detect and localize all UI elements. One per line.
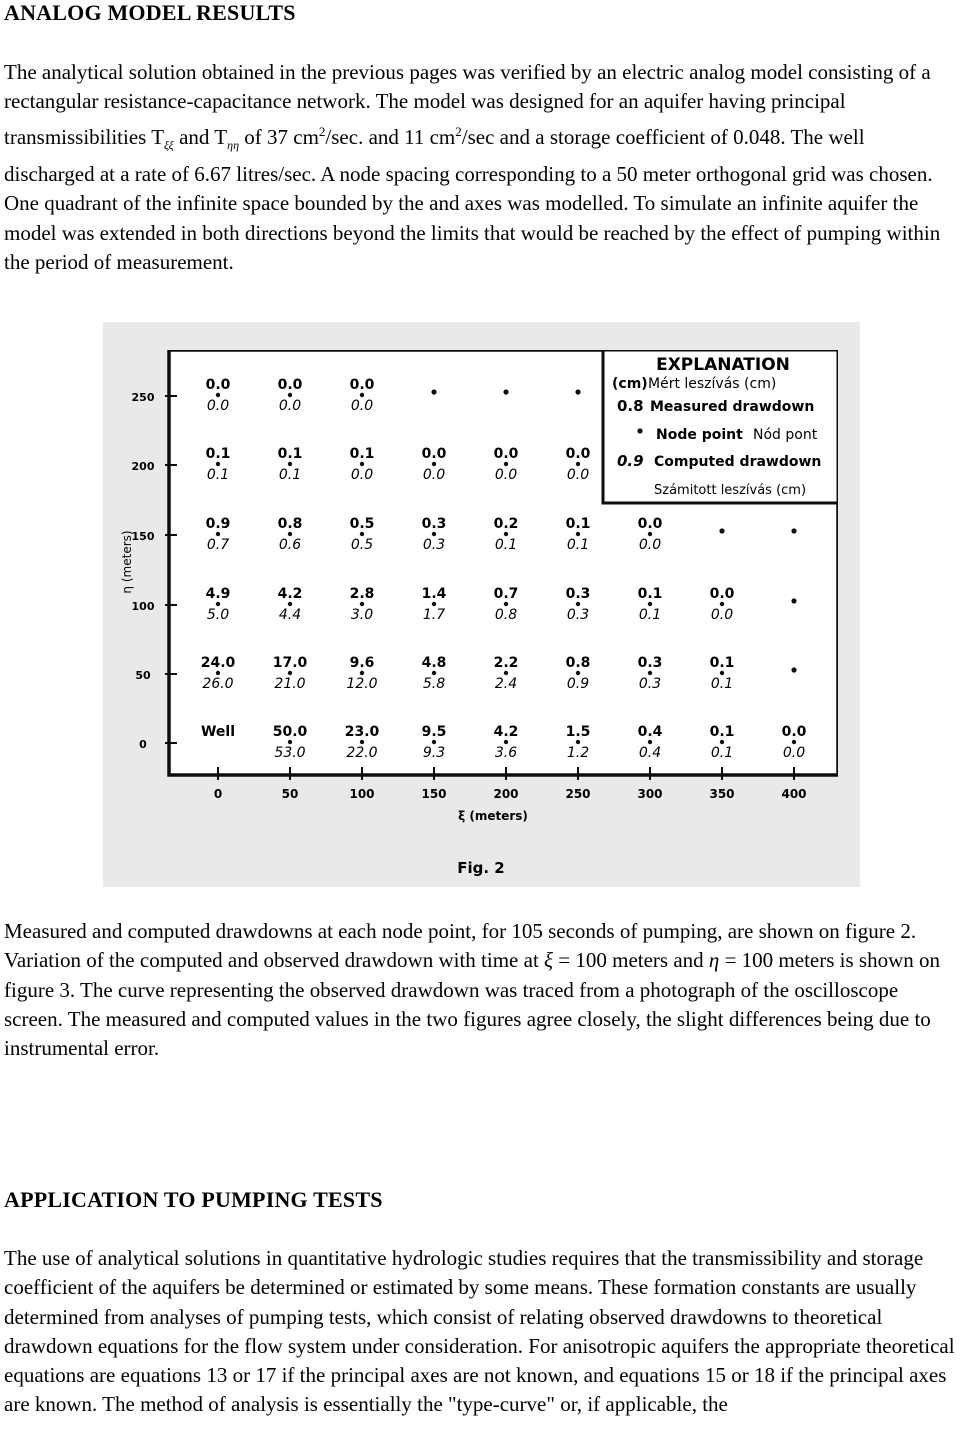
measured-drawdown-value: 0.0	[565, 446, 591, 462]
computed-drawdown-value: 0.1	[566, 537, 590, 553]
well-label: Well	[200, 724, 236, 740]
computed-drawdown-value: 9.3	[422, 745, 446, 761]
node-point-dot	[216, 462, 220, 466]
node-point-dot	[360, 740, 364, 744]
computed-drawdown-value: 1.7	[422, 607, 446, 623]
node-point-dot	[576, 532, 580, 536]
node-point-dot	[288, 532, 292, 536]
node-point-dot	[360, 532, 364, 536]
explanation-computed-label: Computed drawdown	[654, 454, 822, 470]
figure-caption: Fig. 2	[457, 859, 505, 877]
computed-drawdown-value: 5.0	[206, 607, 230, 623]
node-point-dot	[432, 462, 436, 466]
node-point-dot	[791, 667, 796, 672]
y-tick-label: 0	[139, 738, 147, 751]
node-point-dot	[288, 602, 292, 606]
computed-drawdown-value: 0.5	[350, 537, 374, 553]
x-tick-label: 250	[565, 787, 591, 801]
computed-drawdown-value: 0.9	[566, 676, 590, 692]
computed-drawdown-value: 0.0	[782, 745, 806, 761]
computed-drawdown-value: 0.8	[494, 607, 518, 623]
explanation-measured-value: 0.8	[617, 397, 644, 415]
computed-drawdown-value: 0.1	[206, 467, 230, 483]
node-point-dot	[719, 528, 724, 533]
node-point-dot	[216, 671, 220, 675]
x-axis-label: ξ (meters)	[458, 809, 528, 823]
measured-drawdown-value: 0.1	[709, 655, 735, 671]
measured-drawdown-value: 4.2	[493, 724, 519, 740]
measured-drawdown-value: 0.2	[493, 516, 519, 532]
computed-drawdown-value: 4.4	[278, 607, 302, 623]
explanation-unit: (cm)	[612, 376, 648, 392]
computed-drawdown-value: 21.0	[274, 676, 306, 692]
computed-drawdown-value: 5.8	[422, 676, 446, 692]
x-tick-label: 150	[421, 787, 447, 801]
computed-drawdown-value: 0.4	[638, 745, 662, 761]
node-point-dot	[504, 602, 508, 606]
x-tick-label: 50	[281, 787, 299, 801]
measured-drawdown-value: 0.8	[277, 516, 303, 532]
computed-drawdown-value: 22.0	[346, 745, 378, 761]
measured-drawdown-value: 4.8	[421, 655, 447, 671]
node-point-dot	[288, 393, 292, 397]
node-point-dot	[288, 462, 292, 466]
x-tick-label: 100	[349, 787, 375, 801]
node-point-dot	[648, 532, 652, 536]
computed-drawdown-value: 0.3	[422, 537, 446, 553]
node-point-dot	[360, 393, 364, 397]
computed-drawdown-value: 0.0	[494, 467, 518, 483]
computed-drawdown-value: 53.0	[274, 745, 306, 761]
node-point-dot	[504, 740, 508, 744]
measured-drawdown-value: 1.5	[565, 724, 591, 740]
measured-drawdown-value: 0.9	[205, 516, 231, 532]
node-point-dot	[576, 671, 580, 675]
node-point-dot	[648, 740, 652, 744]
node-point-dot	[720, 740, 724, 744]
measured-drawdown-value: 0.1	[565, 516, 591, 532]
measured-drawdown-value: 1.4	[421, 586, 447, 602]
y-tick-label: 150	[131, 530, 155, 543]
explanation-measured-hu: Mért leszívás (cm)	[648, 376, 777, 392]
figure-2-drawdown-grid	[103, 322, 860, 887]
computed-drawdown-value: 0.3	[566, 607, 590, 623]
node-point-dot	[648, 602, 652, 606]
measured-drawdown-value: 9.6	[349, 655, 375, 671]
node-point-dot	[576, 462, 580, 466]
computed-drawdown-value: 0.0	[422, 467, 446, 483]
measured-drawdown-value: 0.0	[349, 377, 375, 393]
node-point-dot	[576, 740, 580, 744]
computed-drawdown-value: 0.0	[638, 537, 662, 553]
y-tick-label: 100	[131, 600, 155, 613]
node-point-dot	[360, 462, 364, 466]
computed-drawdown-value: 0.1	[638, 607, 662, 623]
measured-drawdown-value: 0.3	[421, 516, 447, 532]
measured-drawdown-value: 0.3	[637, 655, 663, 671]
measured-drawdown-value: 0.1	[349, 446, 375, 462]
section-title-analog-model-results: ANALOG MODEL RESULTS	[4, 0, 296, 25]
measured-drawdown-value: 17.0	[272, 655, 308, 671]
node-point-dot	[504, 532, 508, 536]
y-axis-label: η (meters)	[120, 530, 134, 594]
computed-drawdown-value: 0.1	[494, 537, 518, 553]
measured-drawdown-value: 4.2	[277, 586, 303, 602]
measured-drawdown-value: 0.5	[349, 516, 375, 532]
computed-drawdown-value: 3.6	[494, 745, 518, 761]
node-point-dot	[432, 671, 436, 675]
y-tick-label: 250	[131, 391, 155, 404]
node-point-dot	[720, 671, 724, 675]
explanation-computed-hu: Számitott leszívás (cm)	[654, 483, 807, 498]
node-point-dot	[216, 602, 220, 606]
paragraph-analog-model-intro: The analytical solution obtained in the previous pages was verified by an electric analog model consisting of a rectangular resistance-capacitance network. The model was designed for an aquifer having principal transmissibilities $T_{\xi\xi}$ and $T_{\eta\eta}$ of 37 $cm^2/\sec$. and 11 $cm^2/\sec$ and a storage coefficient of 0.048. The well discharged at a rate of 6.67 litres/sec. A node spacing corresponding to a 50 meter orthogonal grid was chosen. One quadrant of the infinite space bounded by the and axes was modelled. To simulate an infinite aquifer the model was extended in both directions beyond the limits that would be reached by the effect of pumping within the period of measurement.	[4, 60, 941, 274]
node-point-dot	[431, 389, 436, 394]
computed-drawdown-value: 26.0	[202, 676, 234, 692]
x-tick-label: 400	[781, 787, 807, 801]
computed-drawdown-value: 0.1	[278, 467, 302, 483]
computed-drawdown-value: 1.2	[566, 745, 590, 761]
node-point-dot	[575, 389, 580, 394]
x-tick-label: 200	[493, 787, 519, 801]
node-point-dot	[504, 462, 508, 466]
node-point-dot	[720, 602, 724, 606]
node-point-dot	[504, 671, 508, 675]
explanation-title: EXPLANATION	[656, 355, 790, 375]
computed-drawdown-value: 12.0	[346, 676, 378, 692]
node-point-dot	[216, 393, 220, 397]
measured-drawdown-value: 0.0	[637, 516, 663, 532]
computed-drawdown-value: 0.7	[206, 537, 230, 553]
node-point-dot	[432, 532, 436, 536]
measured-drawdown-value: 50.0	[272, 724, 308, 740]
computed-drawdown-value: 0.0	[350, 398, 374, 414]
measured-drawdown-value: 0.1	[277, 446, 303, 462]
paragraph-pumping-tests: The use of analytical solutions in quantitative hydrologic studies requires that the transmissibility and storage coefficient of the aquifers be determined or estimated by some means. These formation constants are usually determined from analyses of pumping tests, which consist of relating observed drawdowns to theoretical drawdown equations for the flow system under consideration. For anisotropic aquifers the appropriate theoretical equations are equations 13 or 17 if the principal axes are not known, and equations 15 or 18 if the principal axes are known. The method of analysis is essentially the "type-curve" or, if applicable, the	[4, 1246, 955, 1417]
measured-drawdown-value: 2.8	[349, 586, 375, 602]
node-point-dot	[576, 602, 580, 606]
computed-drawdown-value: 0.0	[278, 398, 302, 414]
node-point-dot	[648, 671, 652, 675]
computed-drawdown-value: 0.0	[350, 467, 374, 483]
computed-drawdown-value: 0.1	[710, 745, 734, 761]
node-point-dot	[791, 598, 796, 603]
computed-drawdown-value: 0.1	[710, 676, 734, 692]
node-point-dot	[792, 740, 796, 744]
measured-drawdown-value: 0.4	[637, 724, 663, 740]
x-tick-label: 0	[213, 787, 223, 801]
computed-drawdown-value: 2.4	[494, 676, 518, 692]
measured-drawdown-value: 0.0	[421, 446, 447, 462]
measured-drawdown-value: 4.9	[205, 586, 231, 602]
node-point-dot	[360, 671, 364, 675]
explanation-node-label: Node point	[656, 427, 743, 443]
paragraph-figure-2-discussion: Measured and computed drawdowns at each node point, for 105 seconds of pumping, are shown on figure 2. Variation of the computed and observed drawdown with time at ξ = 100 meters and η = 100 meters is shown on figure 3. The curve representing the observed drawdown was traced from a photograph of the oscilloscope screen. The measured and computed values in the two figures agree closely, the slight differences being due to instrumental error.	[4, 919, 941, 1061]
measured-drawdown-value: 0.1	[637, 586, 663, 602]
measured-drawdown-value: 0.7	[493, 586, 519, 602]
node-point-dot	[791, 528, 796, 533]
measured-drawdown-value: 9.5	[421, 724, 447, 740]
measured-drawdown-value: 2.2	[493, 655, 519, 671]
measured-drawdown-value: 24.0	[200, 655, 236, 671]
x-tick-label: 300	[637, 787, 663, 801]
explanation-node-dot	[637, 428, 642, 433]
node-point-dot	[288, 740, 292, 744]
measured-drawdown-value: 0.0	[205, 377, 231, 393]
explanation-measured-label: Measured drawdown	[650, 399, 815, 415]
measured-drawdown-value: 0.1	[709, 724, 735, 740]
computed-drawdown-value: 3.0	[350, 607, 374, 623]
computed-drawdown-value: 0.3	[638, 676, 662, 692]
node-point-dot	[432, 740, 436, 744]
y-tick-label: 50	[135, 669, 151, 682]
measured-drawdown-value: 0.3	[565, 586, 591, 602]
measured-drawdown-value: 0.0	[709, 586, 735, 602]
node-point-dot	[360, 602, 364, 606]
measured-drawdown-value: 0.0	[493, 446, 519, 462]
measured-drawdown-value: 23.0	[344, 724, 380, 740]
computed-drawdown-value: 0.0	[566, 467, 590, 483]
section-title-application-to-pumping-tests: APPLICATION TO PUMPING TESTS	[4, 1187, 383, 1212]
computed-drawdown-value: 0.6	[278, 537, 302, 553]
y-tick-label: 200	[131, 460, 155, 473]
node-point-dot	[503, 389, 508, 394]
measured-drawdown-value: 0.1	[205, 446, 231, 462]
explanation-computed-value: 0.9	[617, 452, 644, 470]
x-tick-label: 350	[709, 787, 735, 801]
measured-drawdown-value: 0.0	[277, 377, 303, 393]
measured-drawdown-value: 0.0	[781, 724, 807, 740]
computed-drawdown-value: 0.0	[206, 398, 230, 414]
node-point-dot	[432, 602, 436, 606]
node-point-dot	[216, 532, 220, 536]
computed-drawdown-value: 0.0	[710, 607, 734, 623]
explanation-node-hu: Nód pont	[753, 427, 818, 443]
node-point-dot	[288, 671, 292, 675]
measured-drawdown-value: 0.8	[565, 655, 591, 671]
